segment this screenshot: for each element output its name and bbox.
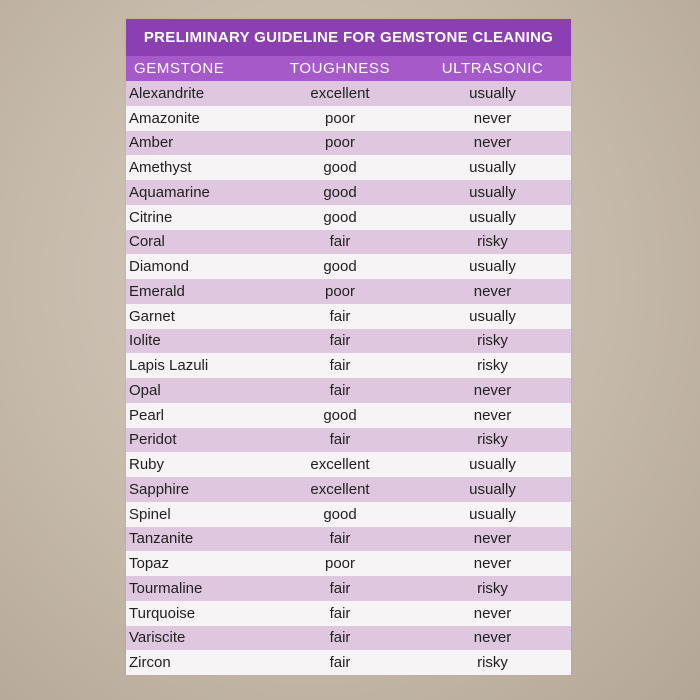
cell-gemstone: Tanzanite bbox=[129, 530, 194, 548]
table-row bbox=[126, 180, 571, 205]
table-row bbox=[126, 527, 571, 552]
cell-toughness: good bbox=[323, 406, 357, 424]
cell-toughness: fair bbox=[329, 233, 351, 251]
table-row bbox=[126, 650, 571, 675]
cell-toughness: fair bbox=[329, 307, 351, 325]
cell-toughness: fair bbox=[329, 332, 351, 350]
cell-toughness: good bbox=[323, 258, 357, 276]
table-row bbox=[126, 230, 571, 255]
header-gemstone: GEMSTONE bbox=[134, 60, 225, 77]
cell-ultrasonic: usually bbox=[469, 258, 516, 276]
cell-gemstone: Iolite bbox=[129, 332, 161, 350]
cell-ultrasonic: risky bbox=[477, 332, 508, 350]
table-row bbox=[126, 279, 571, 304]
table-row bbox=[126, 155, 571, 180]
cell-gemstone: Opal bbox=[129, 381, 161, 399]
cell-gemstone: Garnet bbox=[129, 307, 175, 325]
cell-toughness: poor bbox=[324, 109, 356, 127]
table-row bbox=[126, 452, 571, 477]
cell-gemstone: Turquoise bbox=[129, 604, 196, 622]
cell-gemstone: Emerald bbox=[129, 282, 185, 300]
table-header-row bbox=[126, 56, 571, 81]
cell-toughness: fair bbox=[329, 579, 351, 597]
cell-gemstone: Variscite bbox=[129, 629, 186, 647]
cell-ultrasonic: never bbox=[473, 134, 512, 152]
cell-ultrasonic: never bbox=[473, 555, 512, 573]
cell-gemstone: Pearl bbox=[129, 406, 165, 424]
table-row bbox=[126, 502, 571, 527]
cell-ultrasonic: risky bbox=[477, 357, 508, 375]
cell-ultrasonic: never bbox=[473, 381, 512, 399]
table-row bbox=[126, 576, 571, 601]
cell-ultrasonic: usually bbox=[469, 208, 516, 226]
table-row bbox=[126, 403, 571, 428]
cell-gemstone: Citrine bbox=[129, 208, 173, 226]
cell-toughness: fair bbox=[329, 381, 351, 399]
cell-ultrasonic: never bbox=[473, 406, 512, 424]
cell-ultrasonic: risky bbox=[477, 654, 508, 672]
table-body bbox=[126, 81, 571, 675]
cell-toughness: good bbox=[323, 208, 357, 226]
cell-ultrasonic: usually bbox=[469, 456, 516, 474]
cell-ultrasonic: never bbox=[473, 109, 512, 127]
cell-ultrasonic: never bbox=[473, 530, 512, 548]
gemstone-cleaning-card bbox=[126, 19, 571, 674]
cell-toughness: excellent bbox=[310, 480, 370, 498]
cell-toughness: fair bbox=[329, 654, 351, 672]
cell-toughness: excellent bbox=[310, 456, 370, 474]
cell-toughness: fair bbox=[329, 431, 351, 449]
cell-gemstone: Lapis Lazuli bbox=[129, 357, 209, 375]
cell-toughness: fair bbox=[329, 629, 351, 647]
header-toughness: TOUGHNESS bbox=[289, 60, 391, 77]
table-row bbox=[126, 428, 571, 453]
cell-gemstone: Ruby bbox=[129, 456, 165, 474]
cell-ultrasonic: usually bbox=[469, 307, 516, 325]
cell-gemstone: Amber bbox=[129, 134, 174, 152]
cell-gemstone: Aquamarine bbox=[129, 183, 210, 201]
cell-ultrasonic: usually bbox=[469, 84, 516, 102]
cell-gemstone: Amazonite bbox=[129, 109, 200, 127]
cell-ultrasonic: never bbox=[473, 629, 512, 647]
cell-ultrasonic: usually bbox=[469, 183, 516, 201]
cell-gemstone: Tourmaline bbox=[129, 579, 203, 597]
cell-gemstone: Peridot bbox=[129, 431, 177, 449]
cell-ultrasonic: risky bbox=[477, 579, 508, 597]
cell-gemstone: Spinel bbox=[129, 505, 171, 523]
cell-toughness: good bbox=[323, 505, 357, 523]
cell-ultrasonic: risky bbox=[477, 233, 508, 251]
cell-ultrasonic: usually bbox=[469, 159, 516, 177]
cell-toughness: good bbox=[323, 159, 357, 177]
cell-gemstone: Zircon bbox=[129, 654, 171, 672]
table-title: PRELIMINARY GUIDELINE FOR GEMSTONE CLEANING bbox=[126, 19, 571, 56]
table-row bbox=[126, 106, 571, 131]
table-row bbox=[126, 81, 571, 106]
cell-toughness: fair bbox=[329, 530, 351, 548]
cell-gemstone: Alexandrite bbox=[129, 84, 205, 102]
cell-gemstone: Coral bbox=[129, 233, 165, 251]
cell-toughness: good bbox=[323, 183, 357, 201]
cell-toughness: poor bbox=[324, 134, 356, 152]
table-row bbox=[126, 205, 571, 230]
cell-toughness: fair bbox=[329, 604, 351, 622]
table-row bbox=[126, 626, 571, 651]
table-row bbox=[126, 304, 571, 329]
cell-ultrasonic: usually bbox=[469, 480, 516, 498]
cell-gemstone: Amethyst bbox=[129, 159, 192, 177]
cell-toughness: excellent bbox=[310, 84, 370, 102]
table-row bbox=[126, 329, 571, 354]
table-row bbox=[126, 353, 571, 378]
table-row bbox=[126, 477, 571, 502]
table-row bbox=[126, 551, 571, 576]
table-row bbox=[126, 378, 571, 403]
cell-toughness: poor bbox=[324, 555, 356, 573]
header-ultrasonic: ULTRASONIC bbox=[441, 60, 544, 77]
cell-ultrasonic: never bbox=[473, 282, 512, 300]
cell-toughness: poor bbox=[324, 282, 356, 300]
cell-gemstone: Topaz bbox=[129, 555, 170, 573]
cell-gemstone: Diamond bbox=[129, 258, 190, 276]
cell-ultrasonic: risky bbox=[477, 431, 508, 449]
table-row bbox=[126, 601, 571, 626]
cell-ultrasonic: usually bbox=[469, 505, 516, 523]
cell-ultrasonic: never bbox=[473, 604, 512, 622]
cell-gemstone: Sapphire bbox=[129, 480, 190, 498]
table-row bbox=[126, 254, 571, 279]
cell-toughness: fair bbox=[329, 357, 351, 375]
table-row bbox=[126, 131, 571, 156]
